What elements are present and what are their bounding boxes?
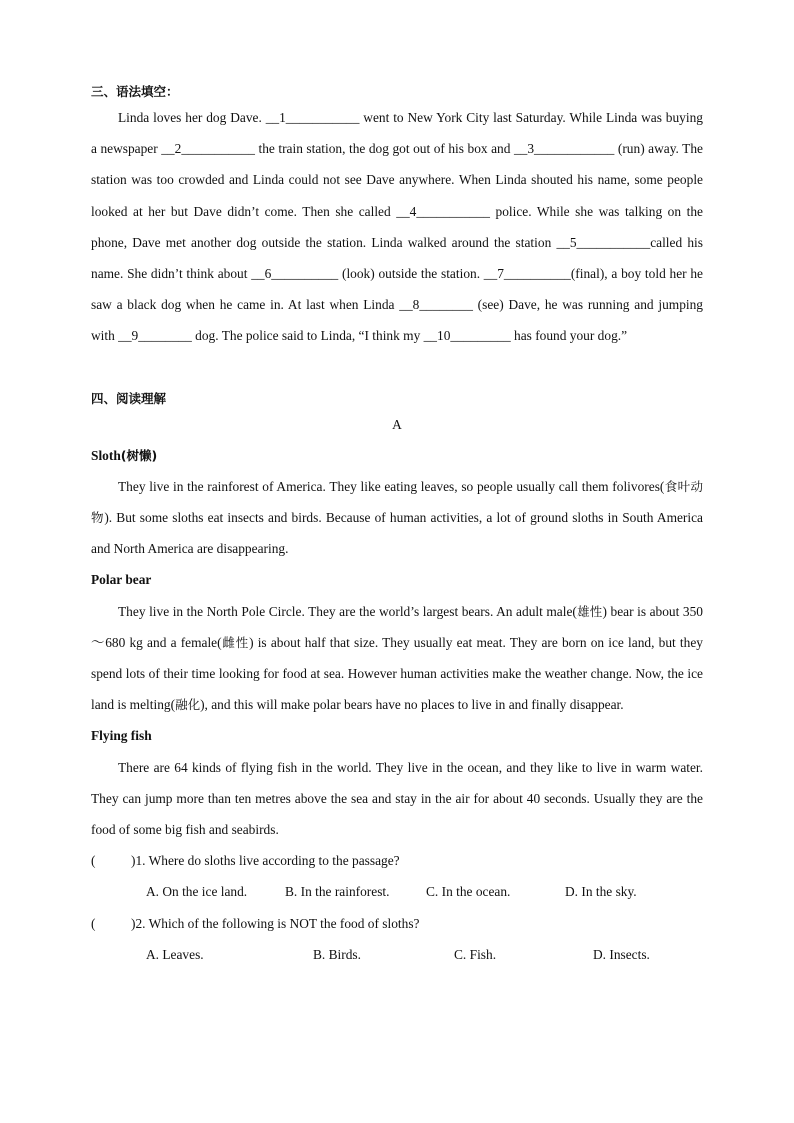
section-3-title: 三、语法填空： (91, 84, 179, 99)
question-2-options (91, 939, 703, 970)
question-2 (91, 908, 703, 939)
question-stem: )1. Where do sloths live according to the passage? (131, 853, 400, 869)
document-page (91, 80, 703, 970)
flying-fish-heading: Flying fish (91, 728, 152, 744)
question-stem: )2. Which of the following is NOT the food of sloths? (131, 915, 420, 931)
sloth-title-en: Sloth (91, 447, 121, 463)
option-d: D. Insects. (593, 946, 650, 962)
polar-bear-heading: Polar bear (91, 572, 152, 588)
option-a: A. On the ice land. (146, 884, 248, 900)
part-a-label: A (392, 416, 402, 432)
option-d: D. In the sky. (565, 884, 637, 900)
question-1-options (91, 876, 703, 907)
answer-blank[interactable]: ( (91, 915, 96, 931)
section-4-title: 四、阅读理解 (91, 390, 167, 406)
option-c: C. In the ocean. (426, 884, 511, 900)
option-b: B. Birds. (313, 946, 361, 962)
grammar-fill-passage: Linda loves her dog Dave. __1___________ went to New York City last Saturday. While Linda was buying a newspaper __2___________ the train station, the dog got out of his box and __3____________ (run) away. The station was too crowded and Linda could not see Dave anywhere. When Linda shouted his name, some people looked at her but Dave didn’t come. Then she called __4___________ police. While she was talking on the phone, Dave met another dog outside the station. Linda walked around the station __5___________called his name. She didn’t think about __6__________ (look) outside the station. __7__________(final), a boy told her he saw a black dog when he came in. At last when Linda __8________ (see) Dave, he was running and jumping with __9________ dog. The police said to Linda, “I think my __10_________ has found your dog.” (91, 110, 703, 344)
option-c: C. Fish. (454, 946, 497, 962)
answer-blank[interactable]: ( (91, 853, 96, 869)
flying-fish-paragraph: There are 64 kinds of flying fish in the world. They live in the ocean, and they like to live in warm water. They can jump more than ten metres above the sea and stay in the air for about 40 seconds. Usually they are the food of some big fish and seabirds. (91, 759, 703, 838)
option-a: A. Leaves. (146, 946, 204, 962)
polar-bear-paragraph: They live in the North Pole Circle. They are the world’s largest bears. An adult male(雄性) bear is about 350～680 kg and a female(雌性) is about half that size. They usually eat meat. They are born on ice land, but they spend lots of their time looking for food at sea. However human activities make the weather change. Now, the ice land is melting(融化), and this will make polar bears have no places to live in and finally disappear. (91, 603, 703, 713)
sloth-heading (91, 440, 703, 471)
question-1 (91, 845, 703, 876)
option-b: B. In the rainforest. (285, 884, 390, 900)
sloth-paragraph: They live in the rainforest of America. They like eating leaves, so people usually call them folivores(食叶动物). But some sloths eat insects and birds. Because of human activities, a lot of ground sloths in South America and North America are disappearing. (91, 478, 703, 557)
sloth-title-cn: (树懒) (120, 447, 158, 463)
